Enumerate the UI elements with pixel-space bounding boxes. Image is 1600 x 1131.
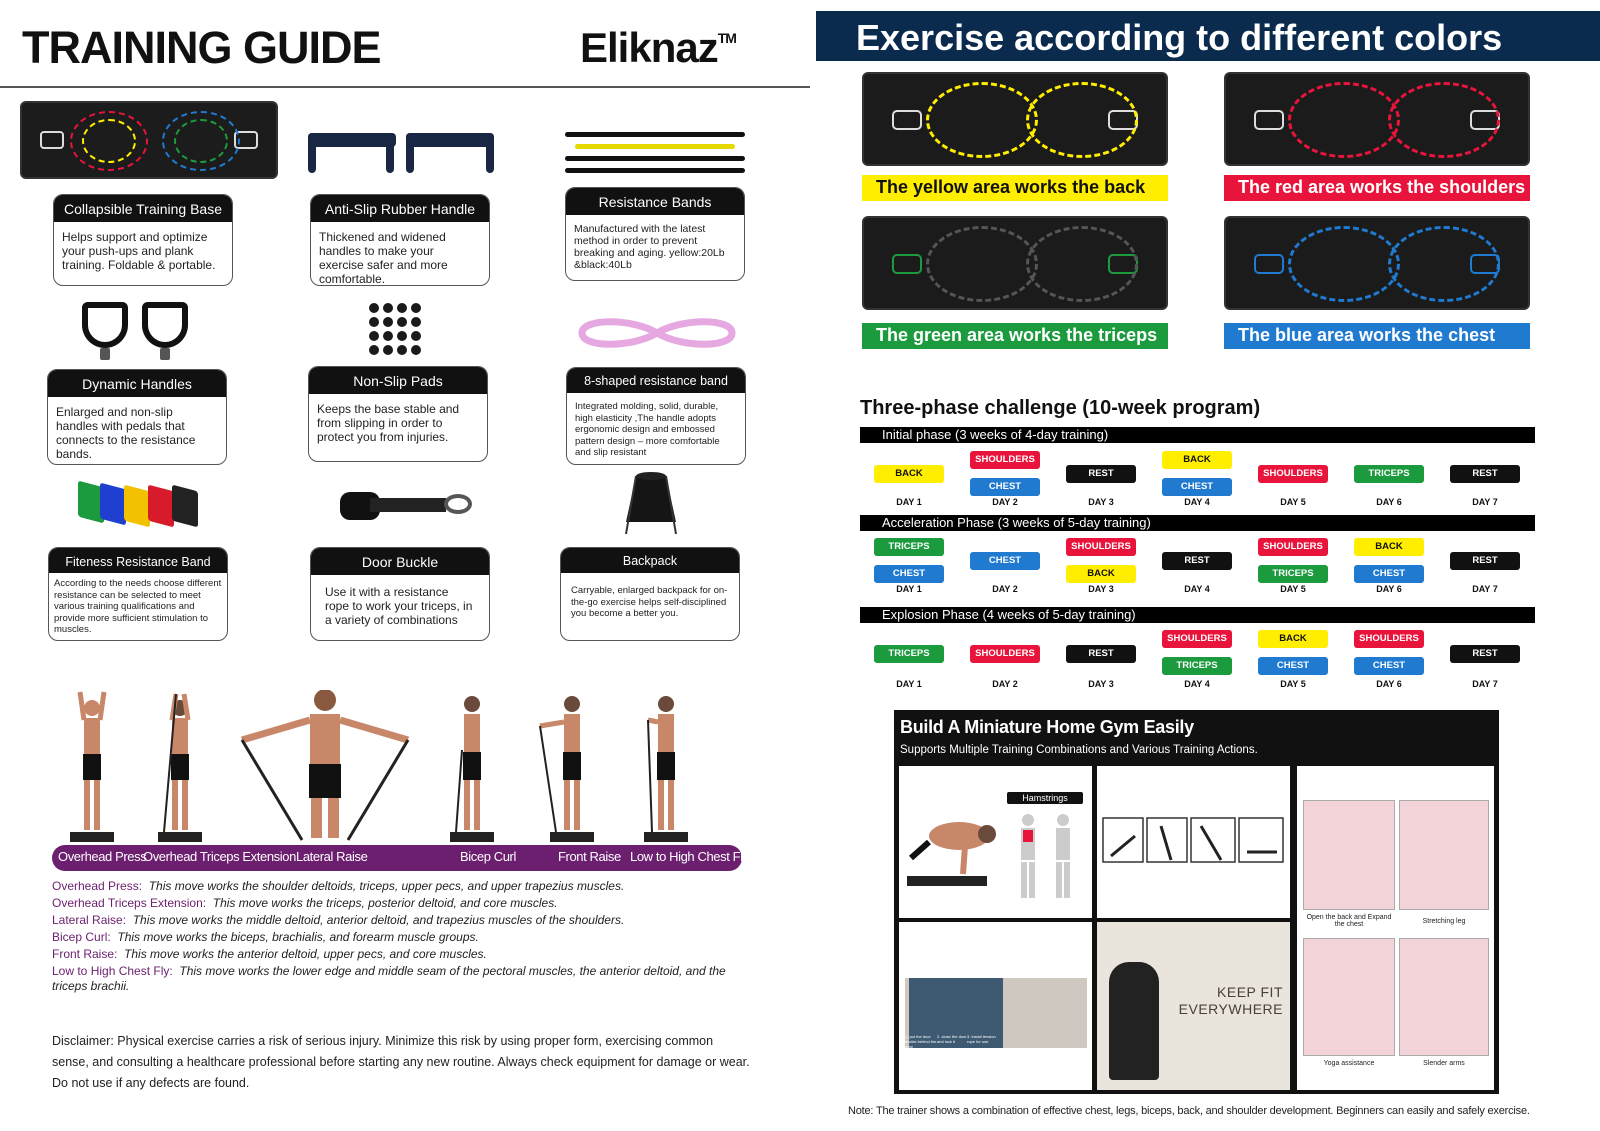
- schedule-tag-triceps: TRICEPS: [1162, 657, 1232, 675]
- phase-acceleration-header: Acceleration Phase (3 weeks of 5-day training): [860, 515, 1535, 531]
- day-label: DAY 5: [1280, 497, 1306, 507]
- keep-fit-text: KEEP FIT EVERYWHERE: [1178, 984, 1283, 1017]
- card-title: Non-Slip Pads: [309, 367, 487, 394]
- figure8-band-image: [572, 316, 742, 350]
- card-text: Integrated molding, solid, durable, high elasticity ,The handle adopts ergonomic design and embossed pattern design – more comfortable and slip resistant: [575, 401, 720, 458]
- schedule-tag-rest: REST: [1450, 645, 1520, 663]
- schedule-tag-chest: CHEST: [1258, 657, 1328, 675]
- card-text: Carryable, enlarged backpack for on-the-go exercise helps self-disciplined you become a better you.: [571, 585, 728, 619]
- day-label: DAY 1: [896, 497, 922, 507]
- yoga-photo: [1303, 800, 1395, 910]
- training-base-image: [20, 101, 278, 179]
- exercise-figures: [52, 690, 742, 846]
- day-label: DAY 4: [1184, 584, 1210, 594]
- card-title: 8-shaped resistance band: [567, 368, 745, 393]
- footer-note: Note: The trainer shows a combination of effective chest, legs, biceps, back, and shoulder development. Beginners can easily and safely exercise.: [848, 1105, 1530, 1117]
- exercise-label-lateral-raise: Lateral Raise: [296, 849, 368, 864]
- gym-door-cell: [899, 922, 1092, 1090]
- label-red-shoulders: The red area works the shoulders: [1224, 175, 1530, 201]
- schedule-tag-shoulders: SHOULDERS: [1162, 630, 1232, 648]
- board-green: [862, 216, 1168, 310]
- phase-initial-header: Initial phase (3 weeks of 4-day training): [860, 427, 1535, 443]
- resistance-bands-image: [565, 130, 745, 178]
- non-slip-pads-image: [368, 302, 424, 356]
- card-backpack: [560, 547, 740, 641]
- schedule-tag-triceps: TRICEPS: [1258, 565, 1328, 583]
- schedule-tag-rest: REST: [1450, 465, 1520, 483]
- schedule-tag-chest: CHEST: [874, 565, 944, 583]
- card-title: Anti-Slip Rubber Handle: [311, 195, 489, 222]
- caption-slender-arms: Slender arms: [1423, 1060, 1465, 1067]
- day-label: DAY 7: [1472, 497, 1498, 507]
- dynamic-handles-image: [78, 300, 198, 362]
- card-collapsible-base: [53, 194, 233, 286]
- home-gym-subtitle: Supports Multiple Training Combinations and Various Training Actions.: [900, 744, 1258, 756]
- door-buckle-image: [340, 488, 476, 524]
- yoga-photo: [1399, 938, 1489, 1056]
- schedule-tag-chest: CHEST: [970, 552, 1040, 570]
- schedule-tag-shoulders: SHOULDERS: [1258, 538, 1328, 556]
- card-text: Enlarged and non-slip handles with pedals that connects to the resistance bands.: [56, 405, 196, 461]
- board-red: [1224, 72, 1530, 166]
- card-8-shaped-band: [566, 367, 746, 465]
- card-fitness-band: [48, 547, 228, 641]
- schedule-tag-back: BACK: [1066, 565, 1136, 583]
- day-label: DAY 7: [1472, 679, 1498, 689]
- schedule-tag-shoulders: SHOULDERS: [970, 645, 1040, 663]
- card-text: Thickened and widened handles to make your exercise safer and more comfortable.: [319, 230, 448, 286]
- card-text: According to the needs choose different resistance can be selected to meet various training qualifications and provide more sufficient stimulation to muscles.: [54, 578, 222, 635]
- schedule-tag-rest: REST: [1066, 645, 1136, 663]
- right-banner-title: Exercise according to different colors: [816, 11, 1600, 61]
- card-title: Collapsible Training Base: [54, 195, 232, 222]
- schedule-tag-shoulders: SHOULDERS: [1066, 538, 1136, 556]
- exercise-label-chest-fly: Low to High Chest Fly: [630, 849, 749, 864]
- caption-stretching-leg: Stretching leg: [1422, 918, 1466, 925]
- brand-trademark: TM: [717, 30, 736, 46]
- title-divider: [0, 86, 810, 88]
- exercise-label-front-raise: Front Raise: [558, 849, 621, 864]
- door-step-1: 1. put the door buckle behind the door: [905, 1034, 937, 1049]
- card-text: Helps support and optimize your push-ups and plank training. Foldable & portable.: [62, 230, 216, 272]
- day-label: DAY 5: [1280, 679, 1306, 689]
- card-rubber-handle: [310, 194, 490, 286]
- brand-logo: [580, 24, 736, 72]
- exercise-description: Front Raise: This move works the anterior deltoid, upper pecs, and core muscles.: [52, 947, 487, 961]
- schedule-tag-chest: CHEST: [1354, 565, 1424, 583]
- hamstrings-tag: Hamstrings: [1007, 792, 1083, 804]
- gym-pushup-cell: [899, 766, 1092, 918]
- card-title: Fiteness Resistance Band: [49, 548, 227, 573]
- board-blue: [1224, 216, 1530, 310]
- schedule-tag-shoulders: SHOULDERS: [1258, 465, 1328, 483]
- card-title: Resistance Bands: [566, 188, 744, 215]
- schedule-tag-back: BACK: [1258, 630, 1328, 648]
- schedule-tag-back: BACK: [1354, 538, 1424, 556]
- schedule-tag-back: BACK: [1162, 451, 1232, 469]
- phase-explosion-header: Explosion Phase (4 weeks of 5-day training): [860, 607, 1535, 623]
- schedule-tag-shoulders: SHOULDERS: [970, 451, 1040, 469]
- schedule-tag-triceps: TRICEPS: [1354, 465, 1424, 483]
- day-label: DAY 4: [1184, 679, 1210, 689]
- caption-yoga-assistance: Yoga assistance: [1323, 1060, 1375, 1067]
- day-label: DAY 1: [896, 679, 922, 689]
- card-text: Keeps the base stable and from slipping in order to protect you from injuries.: [317, 402, 460, 444]
- day-label: DAY 6: [1376, 679, 1402, 689]
- schedule-tag-chest: CHEST: [1162, 478, 1232, 496]
- day-label: DAY 1: [896, 584, 922, 594]
- day-label: DAY 2: [992, 584, 1018, 594]
- schedule-tag-back: BACK: [874, 465, 944, 483]
- exercise-description: Overhead Triceps Extension: This move works the triceps, posterior deltoid, and core muscles.: [52, 896, 558, 910]
- caption-open-back: Open the back and Expand the chest: [1306, 914, 1392, 928]
- door-step-2: 2. close the door and lock it: [937, 1034, 967, 1044]
- exercise-description: Overhead Press: This move works the shoulder deltoids, triceps, upper pecs, and upper trapezius muscles.: [52, 879, 625, 893]
- schedule-tag-triceps: TRICEPS: [874, 645, 944, 663]
- schedule-tag-rest: REST: [1162, 552, 1232, 570]
- exercise-description: Low to High Chest Fly: This move works the lower edge and middle seam of the pectoral muscles, the anterior deltoid, and the triceps brachii.: [52, 964, 726, 993]
- schedule-tag-triceps: TRICEPS: [874, 538, 944, 556]
- day-label: DAY 4: [1184, 497, 1210, 507]
- exercise-label-overhead-triceps: Overhead Triceps Extension: [143, 849, 296, 864]
- day-label: DAY 2: [992, 497, 1018, 507]
- card-text: Manufactured with the latest method in order to prevent breaking and aging. yellow:20Lb &black:40Lb: [574, 223, 725, 271]
- board-yellow: [862, 72, 1168, 166]
- exercise-label-overhead-press: Overhead Press: [58, 849, 147, 864]
- day-label: DAY 3: [1088, 584, 1114, 594]
- card-title: Backpack: [561, 548, 739, 573]
- card-door-buckle: [310, 547, 490, 641]
- day-label: DAY 7: [1472, 584, 1498, 594]
- backpack-image: [618, 470, 684, 540]
- schedule-tag-chest: CHEST: [970, 478, 1040, 496]
- day-label: DAY 6: [1376, 584, 1402, 594]
- card-resistance-bands: [565, 187, 745, 281]
- schedule-tag-shoulders: SHOULDERS: [1354, 630, 1424, 648]
- schedule-tag-rest: REST: [1066, 465, 1136, 483]
- card-non-slip-pads: [308, 366, 488, 462]
- schedule-tag-rest: REST: [1450, 552, 1520, 570]
- exercise-description: Lateral Raise: This move works the middle deltoid, anterior deltoid, and trapezius muscles of the shoulders.: [52, 913, 625, 927]
- label-green-triceps: The green area works the triceps: [862, 323, 1168, 349]
- program-title: Three-phase challenge (10-week program): [860, 397, 1261, 419]
- card-title: Door Buckle: [311, 548, 489, 575]
- page-title: TRAINING GUIDE: [22, 22, 381, 73]
- day-label: DAY 5: [1280, 584, 1306, 594]
- gym-keepfit-cell: [1097, 922, 1290, 1090]
- label-yellow-back: The yellow area works the back: [862, 175, 1168, 201]
- day-label: DAY 3: [1088, 679, 1114, 689]
- fitness-bands-image: [78, 480, 202, 530]
- woman-photo: [1109, 962, 1159, 1080]
- gym-yoga-cell: [1297, 766, 1494, 1090]
- figure-overhead-press: [70, 692, 114, 842]
- gym-stretching-cell: [1097, 766, 1290, 918]
- yoga-photo: [1399, 800, 1489, 910]
- exercise-description: Bicep Curl: This move works the biceps, brachialis, and forearm muscle groups.: [52, 930, 479, 944]
- disclaimer-text: Disclaimer: Physical exercise carries a risk of serious injury. Minimize this risk by using proper form, exercising common sense, and consulting a healthcare professional before starting any new routine. Always check equipment for damage or wear. Do not use if any defects are found.: [52, 1034, 750, 1090]
- card-text: Use it with a resistance rope to work your triceps, in a variety of combinations: [325, 585, 473, 627]
- schedule-tag-chest: CHEST: [1354, 657, 1424, 675]
- card-title: Dynamic Handles: [48, 370, 226, 397]
- day-label: DAY 3: [1088, 497, 1114, 507]
- brand-name: Eliknaz: [580, 24, 718, 71]
- card-dynamic-handles: [47, 369, 227, 465]
- yoga-photo: [1303, 938, 1395, 1056]
- rubber-handles-image: [306, 131, 496, 177]
- door-step-3: 3. install tension rope for use: [967, 1034, 996, 1044]
- exercise-label-bicep-curl: Bicep Curl: [460, 849, 516, 864]
- label-blue-chest: The blue area works the chest: [1224, 323, 1530, 349]
- day-label: DAY 6: [1376, 497, 1402, 507]
- home-gym-title: Build A Miniature Home Gym Easily: [900, 717, 1194, 737]
- day-label: DAY 2: [992, 679, 1018, 689]
